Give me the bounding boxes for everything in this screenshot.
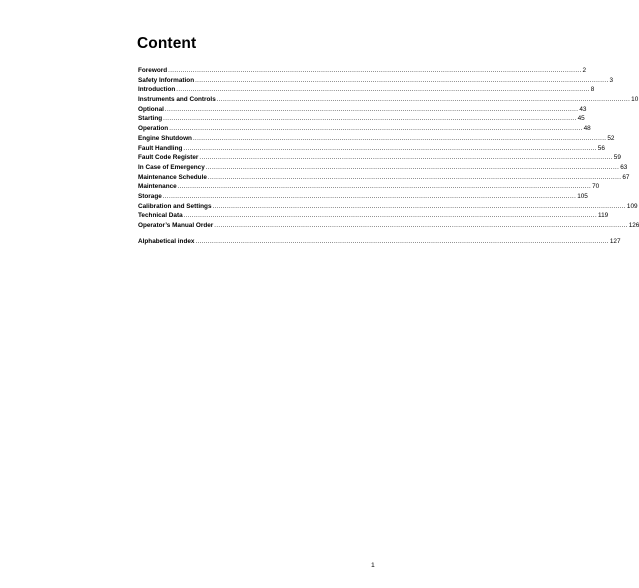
dot-leader: ........................................................................................................................................................................................................ — [177, 184, 592, 191]
dot-leader: ........................................................................................................................................................................................................ — [163, 116, 577, 123]
toc-entry-page: 59 — [613, 154, 621, 162]
toc-entry-page: 109 — [626, 202, 638, 210]
toc-entry-page: 48 — [583, 125, 591, 133]
page-title: Content — [137, 35, 197, 52]
toc-entry-label: Instruments and Controls — [138, 96, 216, 104]
toc-entry-label: Optional — [138, 105, 164, 113]
toc-entry-label: Operator’s Manual Order — [138, 222, 214, 229]
toc-entry[interactable] — [138, 105, 587, 115]
toc-entry[interactable] — [138, 134, 615, 144]
toc-entry-page: 8 — [590, 86, 595, 94]
page-number: 1 — [371, 562, 375, 569]
table-of-contents — [138, 66, 639, 246]
toc-entry-page: 63 — [620, 163, 628, 171]
toc-entry-label: Introduction — [138, 86, 176, 94]
dot-leader: ........................................................................................................................................................................................................ — [207, 174, 622, 181]
dot-leader: ........................................................................................................................................................................................................ — [192, 135, 607, 142]
toc-entry[interactable] — [138, 192, 588, 202]
dot-leader: ........................................................................................................................................................................................................ — [199, 155, 613, 162]
dot-leader: ........................................................................................................................................................................................................ — [205, 164, 620, 171]
dot-leader: ........................................................................................................................................................................................................ — [168, 68, 582, 74]
toc-entry-label: Starting — [138, 115, 163, 123]
dot-leader: ........................................................................................................................................................................................................ — [195, 77, 609, 84]
toc-entry[interactable] — [138, 76, 614, 86]
dot-leader: ........................................................................................................................................................................................................ — [212, 203, 626, 210]
toc-entry[interactable] — [138, 173, 630, 183]
toc-entry[interactable] — [138, 202, 638, 212]
toc-entry-label: Storage — [138, 192, 162, 200]
toc-entry[interactable] — [138, 124, 591, 134]
dot-leader: ........................................................................................................................................................................................................ — [183, 145, 597, 152]
toc-entry-page: 56 — [597, 144, 605, 152]
toc-entry-label: Fault Code Register — [138, 154, 199, 162]
toc-entry-page: 43 — [579, 105, 587, 113]
toc-entry[interactable] — [138, 211, 609, 221]
toc-entry[interactable] — [138, 163, 628, 173]
toc-entry-label: Foreword — [138, 67, 168, 74]
toc-entry[interactable] — [138, 85, 595, 95]
toc-entry[interactable] — [138, 221, 639, 231]
dot-leader: ........................................................................................................................................................................................................ — [183, 213, 598, 220]
toc-entry[interactable] — [138, 95, 639, 105]
toc-entry[interactable] — [138, 114, 585, 124]
toc-entry-label: Maintenance Schedule — [138, 173, 207, 181]
toc-entry-page: 127 — [609, 237, 621, 245]
dot-leader: ........................................................................................................................................................................................................ — [169, 126, 583, 133]
dot-leader: ........................................................................................................................................................................................................ — [164, 106, 579, 113]
toc-entry-page: 126 — [628, 222, 639, 229]
toc-entry-label: Alphabetical index — [138, 237, 195, 245]
toc-entry-page: 3 — [609, 76, 614, 84]
toc-entry-page: 10 — [631, 96, 639, 104]
dot-leader: ........................................................................................................................................................................................................ — [195, 238, 609, 245]
toc-entry-page: 105 — [577, 192, 588, 200]
toc-entry-label: In Case of Emergency — [138, 163, 205, 171]
toc-entry-label: Safety Information — [138, 76, 195, 84]
toc-entry-label: Calibration and Settings — [138, 202, 212, 210]
toc-entry-label: Technical Data — [138, 212, 183, 220]
toc-entry-label: Operation — [138, 125, 169, 133]
toc-entry[interactable] — [138, 237, 621, 247]
dot-leader: ........................................................................................................................................................................................................ — [214, 223, 628, 229]
toc-entry[interactable] — [138, 153, 621, 163]
toc-entry[interactable] — [138, 144, 605, 154]
toc-entry[interactable] — [138, 182, 600, 192]
toc-entry-page: 45 — [577, 115, 585, 123]
dot-leader: ........................................................................................................................................................................................................ — [176, 87, 590, 94]
dot-leader: ........................................................................................................................................................................................................ — [162, 193, 577, 200]
toc-entry[interactable] — [138, 66, 587, 76]
toc-entry-page: 70 — [592, 183, 600, 191]
toc-entry-page: 67 — [622, 173, 630, 181]
toc-entry-label: Engine Shutdown — [138, 134, 192, 142]
dot-leader: ........................................................................................................................................................................................................ — [216, 97, 631, 104]
toc-entry-page: 119 — [598, 212, 609, 220]
toc-entry-label: Maintenance — [138, 183, 177, 191]
toc-entry-page: 52 — [607, 134, 615, 142]
toc-entry-page: 2 — [582, 67, 587, 74]
toc-entry-label: Fault Handling — [138, 144, 183, 152]
